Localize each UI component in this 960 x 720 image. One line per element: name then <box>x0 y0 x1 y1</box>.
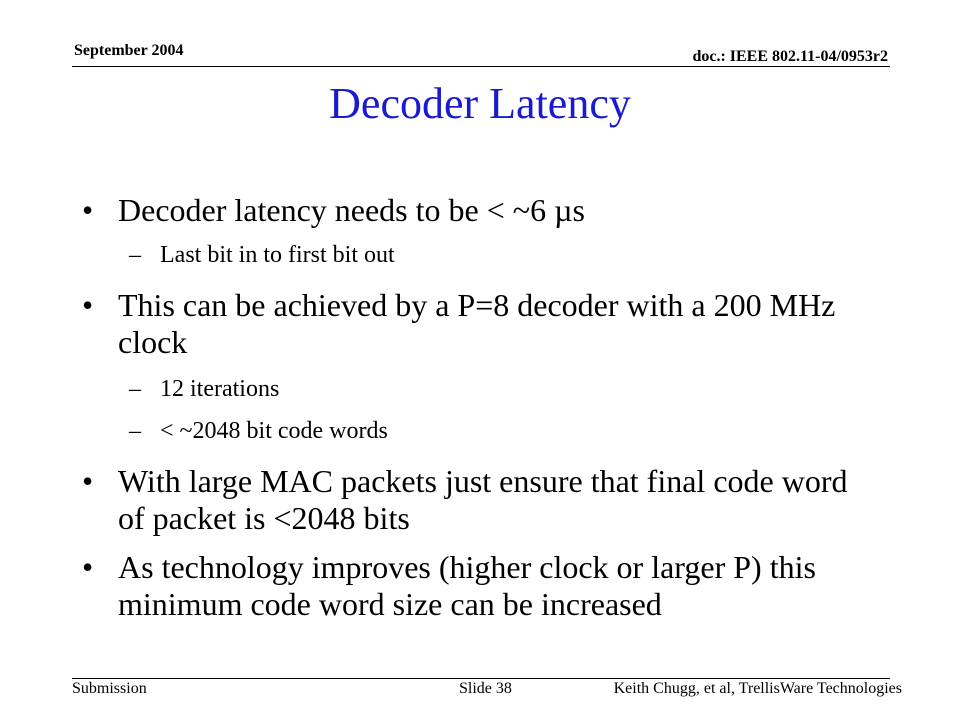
slide-title: Decoder Latency <box>329 79 631 128</box>
footer-authors: Keith Chugg, et al, TrellisWare Technologies <box>613 680 902 697</box>
bullet-text: This can be achieved by a P=8 decoder with a 200 MHz clock <box>118 287 836 360</box>
header-date: September 2004 <box>74 42 184 59</box>
header-divider <box>72 66 890 67</box>
sub-bullet-item <box>82 417 882 445</box>
bullet-text: With large MAC packets just ensure that final code word of packet is <2048 bits <box>118 463 848 536</box>
sub-bullet-marker: – <box>129 242 141 268</box>
sub-bullet-text: Last bit in to first bit out <box>160 242 395 268</box>
bullet-item <box>82 463 882 537</box>
bullet-text: Decoder latency needs to be < ~6 µs <box>118 192 585 228</box>
bullet-item <box>82 549 882 623</box>
header-doc-id: doc.: IEEE 802.11-04/0953r2 <box>692 48 888 65</box>
bullet-marker: • <box>82 463 94 499</box>
sub-bullet-marker: – <box>129 418 141 444</box>
bullet-marker: • <box>82 287 94 323</box>
footer-submission: Submission <box>72 680 147 697</box>
sub-bullet-item <box>82 241 882 269</box>
sub-bullet-marker: – <box>129 376 141 402</box>
sub-bullet-text: 12 iterations <box>160 376 280 402</box>
bullet-marker: • <box>82 192 94 228</box>
footer-slide-number: Slide 38 <box>459 680 512 697</box>
bullet-text: As technology improves (higher clock or larger P) this minimum code word size can be increased <box>118 549 816 622</box>
bullet-marker: • <box>82 549 94 585</box>
bullet-item <box>82 287 882 361</box>
sub-bullet-text: < ~2048 bit code words <box>160 418 388 444</box>
bullet-item <box>82 192 882 229</box>
sub-bullet-item <box>82 375 882 403</box>
footer-divider <box>72 678 890 679</box>
bullet-list <box>82 155 882 623</box>
